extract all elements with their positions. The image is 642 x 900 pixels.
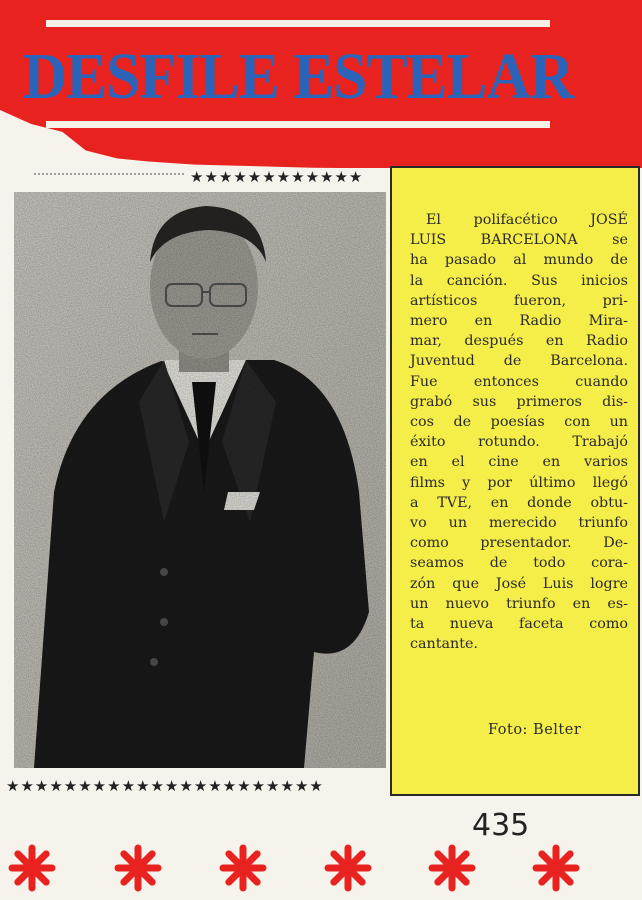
article-line: LUIS BARCELONA se [410,232,628,249]
article-line: seamos de todo cora- [410,555,628,572]
article-line: mero en Radio Mira- [410,313,628,330]
red-asterisk-icon [432,848,472,888]
article-line: ha pasado al mundo de [410,252,628,269]
page-title: DESFILE ESTELAR [22,40,574,113]
red-asterisk-icon [223,848,263,888]
star-row-bottom: ★★★★★★★★★★★★★★★★★★★★★★ [6,777,324,795]
article-line: a TVE, en donde obtu- [410,494,628,511]
article-line: Fue entonces cuando [410,373,628,390]
article-line: la canción. Sus inicios [410,272,628,289]
article-line: mar, después en Radio [410,333,628,350]
red-asterisk-icon [536,848,576,888]
star-row-top: ★★★★★★★★★★★★ [190,168,364,186]
article-line: ta nueva faceta como [410,616,628,633]
red-asterisk-icon [12,848,52,888]
article-line: cos de poesías con un [410,414,628,431]
photo-credit: Foto: Belter [488,722,582,738]
article-line: zón que José Luis logre [410,575,628,592]
article-line: grabó sus primeros dis- [410,393,628,410]
article-line: El polifacético JOSÉ [426,212,628,228]
article-body [410,210,628,654]
page-number: 435 [472,808,530,843]
header-rule-top [46,20,550,27]
article-line: vo un merecido triunfo [410,515,628,532]
red-asterisk-icon [328,848,368,888]
article-line: un nuevo triunfo en es- [410,595,628,612]
article-line: Juventud de Barcelona. [410,353,628,370]
article-line: éxito rotundo. Trabajó [410,434,628,451]
article-line: como presentador. De- [410,535,628,552]
article-line: artísticos fueron, pri- [410,292,628,309]
scratch-mark [34,173,184,183]
header-rule-bottom [46,121,550,128]
asterisk-border [0,838,642,900]
portrait-photo [14,192,386,768]
article-text-box [390,166,640,796]
article-line: films y por último llegó [410,474,628,491]
article-line: en el cine en varios [410,454,628,471]
header-banner [0,0,642,168]
red-asterisk-icon [118,848,158,888]
article-line: cantante. [410,636,478,653]
